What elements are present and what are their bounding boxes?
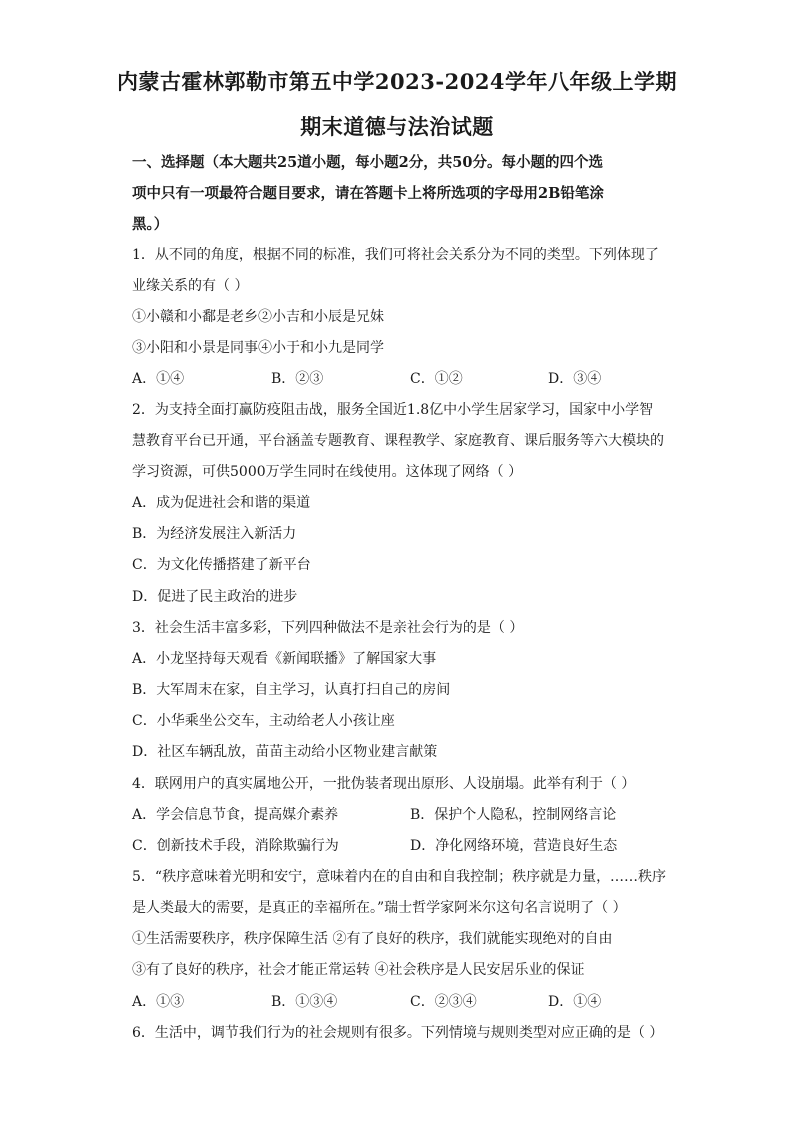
q1-item-line1: ①小赣和小鄱是老乡②小吉和小辰是兄妹 [132, 309, 384, 325]
section-instructions-line3: 黑。） [132, 216, 169, 233]
section-instructions-line2: 项中只有一项最符合题目要求，请在答题卡上将所选项的字母用2B铅笔涂 [132, 185, 604, 202]
q4-option-c[interactable]: C．创新技术手段，消除欺骗行为 [132, 838, 339, 854]
q5-option-d[interactable]: D．①④ [548, 994, 602, 1010]
q6-stem-line1: 6．生活中，调节我们行为的社会规则有很多。下列情境与规则类型对应正确的是（ ） [132, 1025, 664, 1041]
q2-option-d[interactable]: D．促进了民主政治的进步 [132, 589, 298, 605]
q2-stem-line1: 2．为支持全面打赢防疫阻击战，服务全国近1.8亿中小学生居家学习，国家中小学智 [132, 402, 654, 418]
q2-option-a[interactable]: A．成为促进社会和谐的渠道 [132, 495, 311, 511]
section-instructions-line1: 一、选择题（本大题共25道小题，每小题2分，共50分。每小题的四个选 [132, 154, 603, 171]
q1-option-c[interactable]: C．①② [410, 371, 463, 387]
q5-option-a[interactable]: A．①③ [132, 994, 185, 1010]
q4-option-a[interactable]: A．学会信息节食，提高媒介素养 [132, 807, 339, 823]
q1-stem-line1: 1．从不同的角度，根据不同的标准，我们可将社会关系分为不同的类型。下列体现了 [132, 247, 659, 263]
q5-stem-line1: 5．“秩序意味着光明和安宁，意味着内在的自由和自我控制；秩序就是力量，……秩序 [132, 869, 667, 885]
q2-stem-line3: 学习资源，可供5000万学生同时在线使用。这体现了网络（ ） [132, 464, 523, 480]
q1-option-a[interactable]: A．①④ [132, 371, 185, 387]
q4-option-d[interactable]: D．净化网络环境，营造良好生态 [410, 838, 618, 854]
q3-option-d[interactable]: D．社区车辆乱放，苗苗主动给小区物业建言献策 [132, 744, 438, 760]
q5-stem-line2: 是人类最大的需要，是真正的幸福所在。”瑞士哲学家阿米尔这句名言说明了（ ） [132, 900, 627, 916]
q2-stem-line2: 慧教育平台已开通，平台涵盖专题教育、课程教学、家庭教育、课后服务等六大模块的 [132, 433, 664, 449]
q1-option-b[interactable]: B．②③ [271, 371, 324, 387]
exam-title-line2: 期末道德与法治试题 [300, 114, 494, 139]
q2-option-c[interactable]: C．为文化传播搭建了新平台 [132, 557, 311, 573]
q3-option-b[interactable]: B．大军周末在家，自主学习，认真打扫自己的房间 [132, 682, 451, 698]
q2-option-b[interactable]: B．为经济发展注入新活力 [132, 526, 297, 542]
q3-stem-line1: 3．社会生活丰富多彩，下列四种做法不是亲社会行为的是（ ） [132, 620, 524, 636]
q3-option-a[interactable]: A．小龙坚持每天观看《新闻联播》了解国家大事 [132, 651, 437, 667]
q3-option-c[interactable]: C．小华乘坐公交车，主动给老人小孩让座 [132, 713, 395, 729]
q1-stem-line2: 业缘关系的有（ ） [132, 278, 249, 294]
q1-item-line2: ③小阳和小景是同事④小于和小九是同学 [132, 340, 384, 356]
exam-title-line1: 内蒙古霍林郭勒市第五中学2023-2024学年八年级上学期 [116, 69, 678, 94]
q5-item-line2: ③有了良好的秩序，社会才能正常运转 ④社会秩序是人民安居乐业的保证 [132, 962, 585, 978]
q4-stem-line1: 4．联网用户的真实属地公开，一批伪装者现出原形、人设崩塌。此举有利于（ ） [132, 776, 636, 792]
q1-option-d[interactable]: D．③④ [548, 371, 602, 387]
q5-item-line1: ①生活需要秩序，秩序保障生活 ②有了良好的秩序，我们就能实现绝对的自由 [132, 931, 613, 947]
q4-option-b[interactable]: B．保护个人隐私，控制网络言论 [410, 807, 617, 823]
q5-option-c[interactable]: C．②③④ [410, 994, 477, 1010]
q5-option-b[interactable]: B．①③④ [271, 994, 338, 1010]
